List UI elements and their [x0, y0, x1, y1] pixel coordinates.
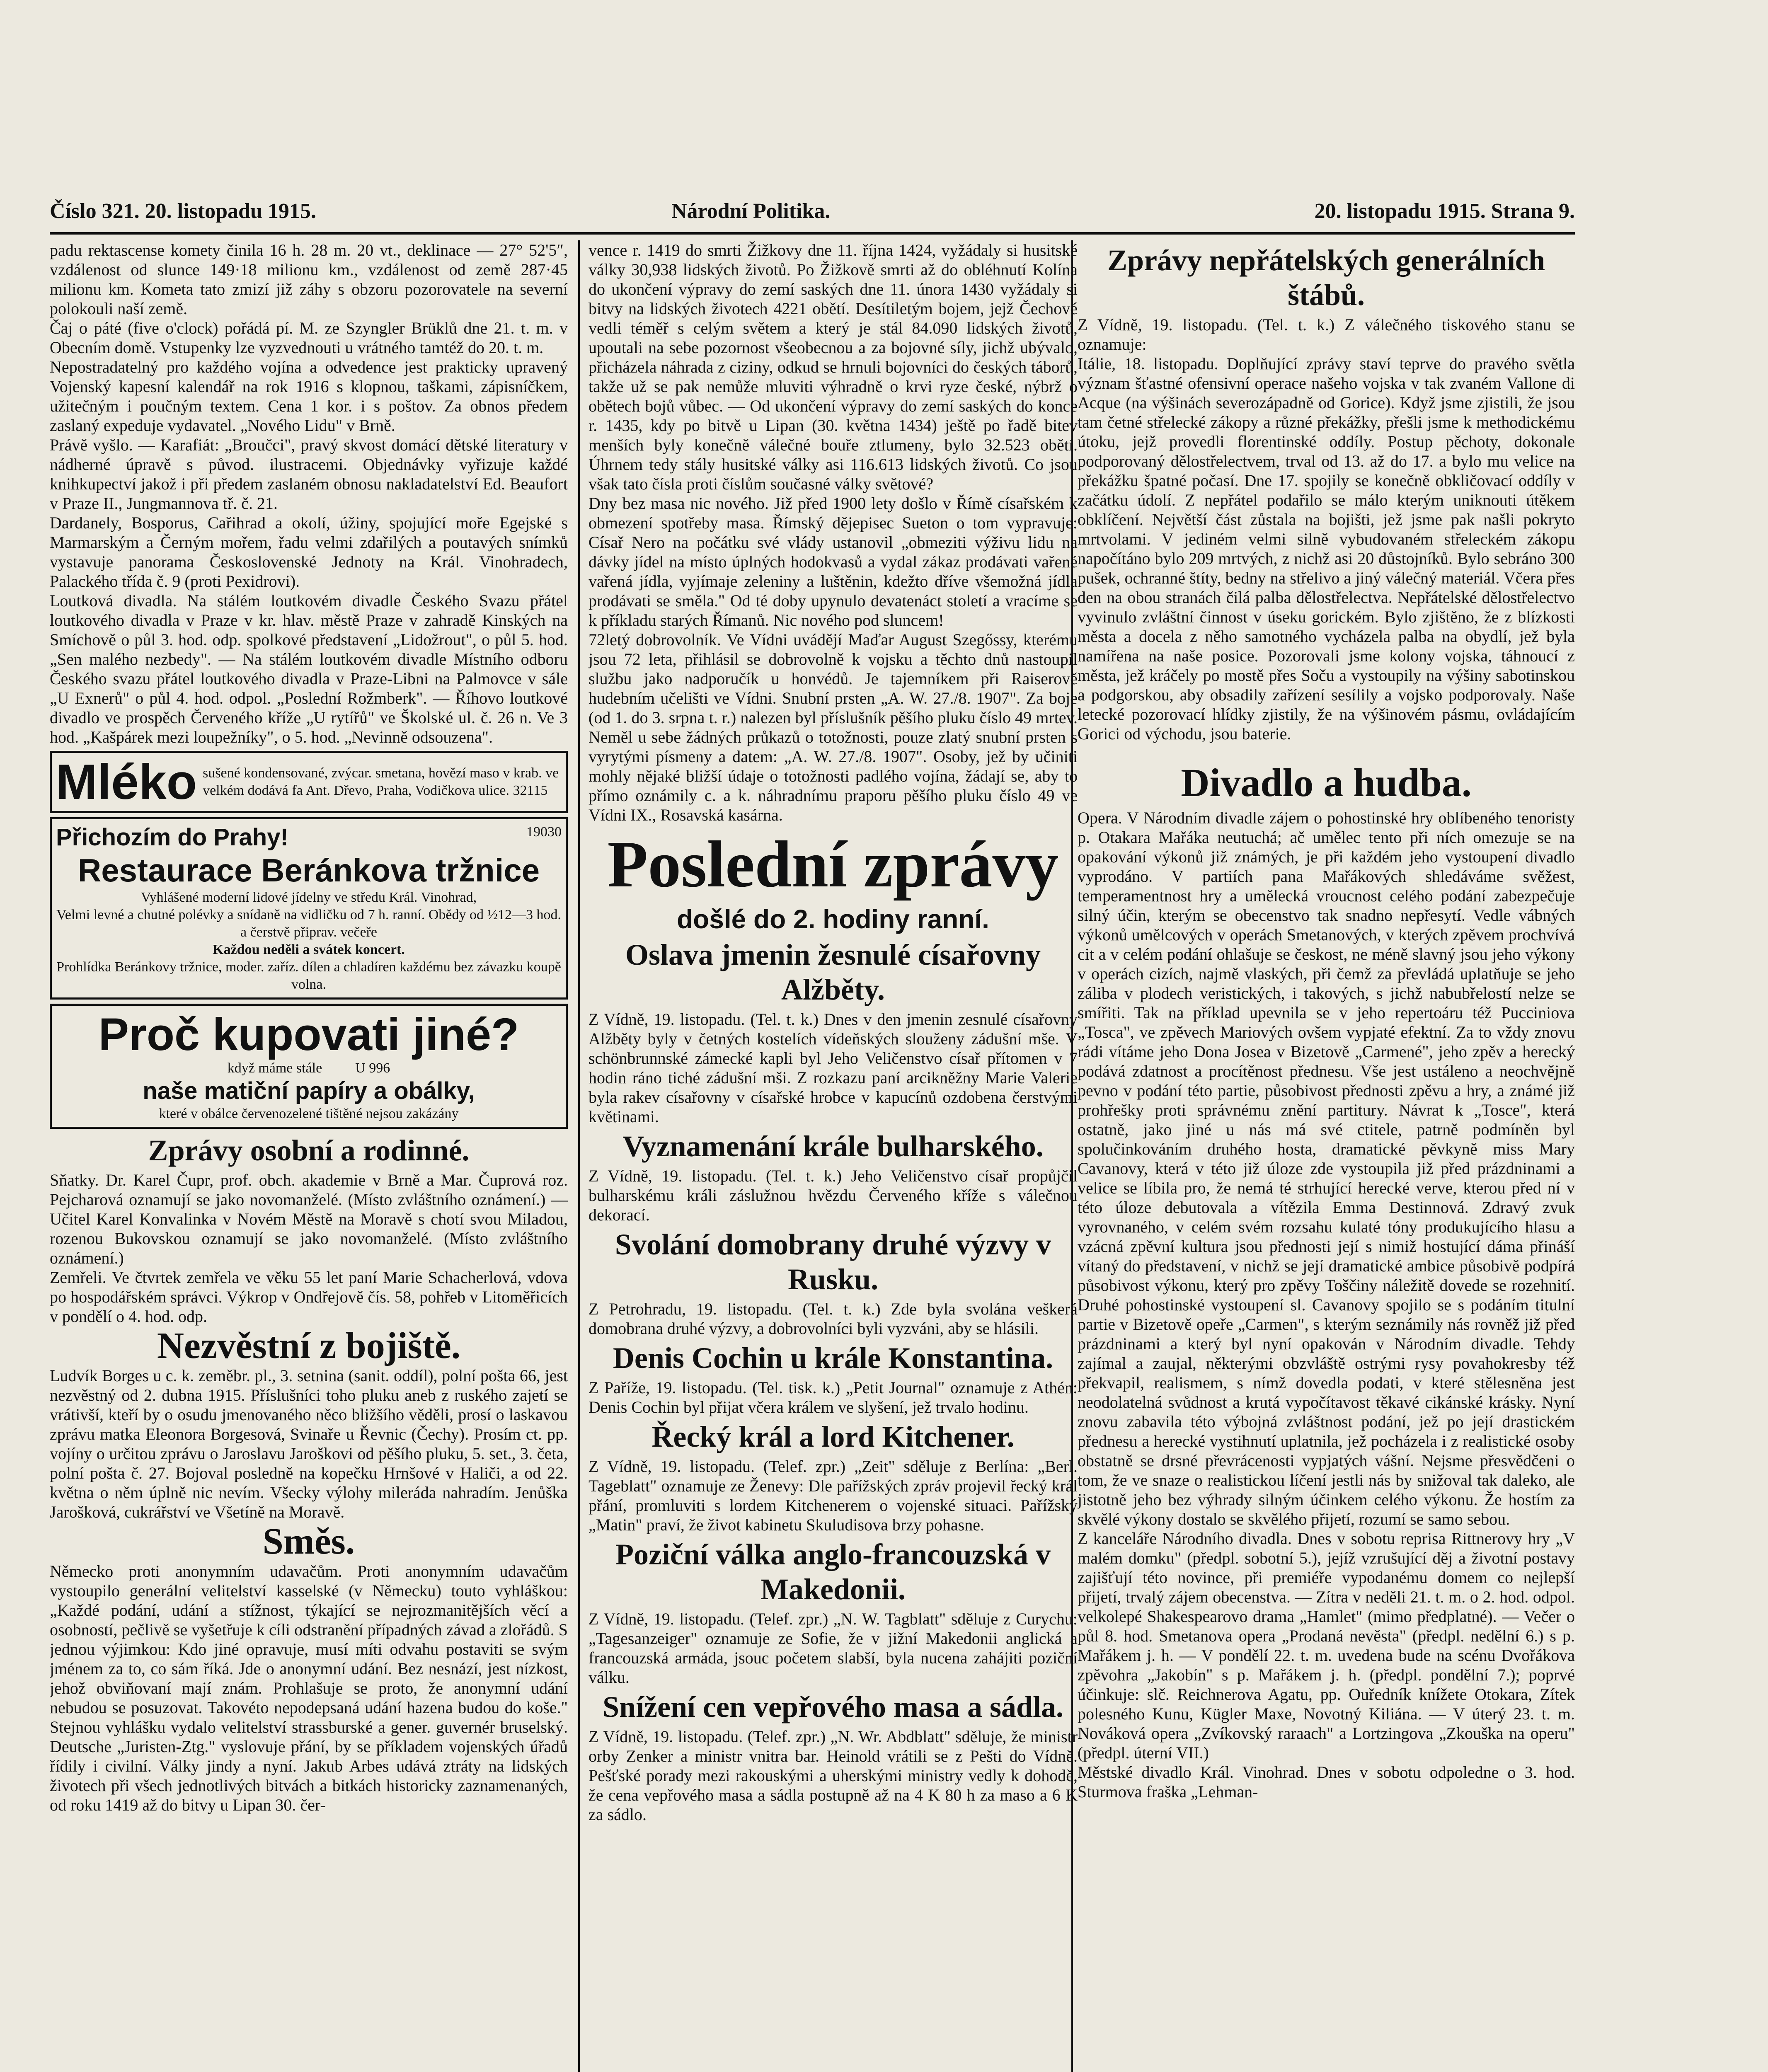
- milk-ad-text: sušené kondensované, zvýcar. smetana, hovězí maso v krab. ve velkém dodává fa Ant. Dřevo, Praha, Vodičkova ulice. 32115: [203, 765, 559, 798]
- restaurant-ad-line2: Velmi levné a chutné polévky a snídaně na vidličku od 7 h. ranní. Obědy od ½12—3 hod. a čerstvě připrav. večeře: [56, 907, 562, 940]
- news-text-5: Z Vídně, 19. listopadu. (Telef. zpr.) „Zeit" sděluje z Berlína: „Berl. Tageblatt" oznamuje ze Ženevy: Dle pařížských zpráv projevil řecký král přání, promluviti s lordem Kitchenerem o vojenské situaci. Pařížský „Matin" praví, že život kabinetu Skuludisova brzy pohasne.: [589, 1457, 1078, 1534]
- restaurant-ad-line1: Vyhlášené moderní lidové jídelny ve středu Král. Vinohrad,: [140, 890, 477, 905]
- miscellany-heading: Směs.: [262, 1521, 355, 1562]
- restaurant-ad-top: Přichozím do Prahy!: [56, 824, 288, 851]
- column-2: [589, 240, 1078, 2072]
- milk-ad: [50, 751, 568, 813]
- personal-news-heading: Zprávy osobní a rodinné.: [148, 1134, 470, 1167]
- book-paragraph: Právě vyšlo. — Karafiát: „Broučci", pravý skvost domácí dětské literatury v nádherné úpravě s původ. ilustracemi. Objednávky vyřizuje každé knihkupectví jakož i při předem zaslaném obnosu nakladatelství Ed. Beaufort v Praze II., Jungmannova tř. č. 21.: [50, 436, 568, 513]
- milk-ad-title: Mléko: [56, 754, 197, 810]
- news-heading-2: Vyznamenání krále bulharského.: [622, 1130, 1044, 1163]
- last-news-subtitle: došlé do 2. hodiny ranní.: [677, 904, 989, 934]
- missing-text: Ludvík Borges u c. k. zeměbr. pl., 3. setnina (sanit. oddíl), polní pošta 66, jest nezvěstný od 2. dubna 1915. Příslušníci toho pluku aneb z ruského zajetí se vrátivší, kteří by o osudu jmenovaného něco bližšího věděli, prosí o laskavou zprávu matka Eleonora Borgesová, Svinaře u Řevnic (Čechy). Prosím ct. pp. vojíny o určitou zprávu o Jaroslavu Jaroškovi od pěšího pluku, 5. set., 3. četa, polní pošta č. 27. Bojoval posledně na kopečku Hrnšové v Haliči, a od 22. května o něm úplně nic nevím. Všecky výlohy milerádа nahradím. Jenůška Jarošková, cukrářství ve Všetíně na Moravě.: [50, 1366, 568, 1521]
- vinohrady-theatre-notice: Městské divadlo Král. Vinohrad. Dnes v sobotu odpoledne o 3. hod. Sturmova fraška „Lehman-: [1078, 1763, 1575, 1801]
- comet-paragraph: padu rektascense komety činila 16 h. 28 m. 20 vt., deklinace — 27° 52'5″, vzdálenost od slunce 149·18 milionu km., vzdálenost od země 287·45 milionu km. Kometa tato zmizí již záhy s obzoru pozorovatele na severní polokouli naší země.: [50, 241, 568, 318]
- issue-number: Číslo 321. 20. listopadu 1915.: [50, 199, 316, 223]
- paper-ad-line1: když máme stále: [227, 1060, 322, 1076]
- calendar-paragraph: Nepostradatelný pro každého vojína a odvedence jest prakticky upravený Vojenský kapesní kalendář na rok 1916 s klopnou, taškami, zápisníčkem, užitečným i poučným textem. Cena 1 kor. i s poštov. Za obnos předem zaslaný expeduje vydavatel. „Nového Lidu" v Brně.: [50, 358, 568, 435]
- puppet-paragraph: Loutková divadla. Na stálém loutkovém divadle Českého Svazu přátel loutkového divadla v Praze v kr. hlav. městě Praze v zahradě Kinských na Smíchově o půl 3. hod. odp. spolkové představení „Lidožrout", o půl 5. hod. „Sen malého nezbedy". — Na stálém loutkovém divadle Místního odboru Českého svazu přátel loutkového divadla v Praze-Libni na Palmovce v sále „U Exnerů" o půl 4. hod. odpol. „Poslední Rožmberk". — Říhovo loutkové divadlo ve prospěch Červeného kříže „U rytířů" ve Školské ul. č. 26 n. Ve 3 hod. „Kašpárek mezi loupežníky", o 5. hod. „Nevinně odsouzena".: [50, 591, 568, 746]
- news-text-4: Z Paříže, 19. listopadu. (Tel. tisk. k.) „Petit Journal" oznamuje z Athén: Denis Cochin byl přijat včera králem ve slyšení, jež trvalo hodinu.: [589, 1378, 1078, 1416]
- column-1: [50, 240, 568, 2072]
- volunteer-paragraph: 72letý dobrovolník. Ve Vídni uvádějí Maďar August Szegőssy, kterému jsou 72 leta, přihlásil se dobrovolně k vojsku a těchto dnů nastoupil službu jako nadporučík u honvédů. Je tajemníkem při Raiserově hudebním učelišti ve Vídni. Snubní prsten „A. W. 27./8. 1907". Za boje (od 1. do 3. srpna t. r.) nalezen byl příslušník pěšího pluku číslo 49 mrtev. Neměl u sebe žádných průkazů o totožnosti, pouze zlatý snubní prsten s vyrytými písmeny a datem: „A. W. 27./8. 1907". Osoby, jež by učiniti mohly nějaké bližší údaje o totožnosti padlého vojína, žádají se, aby to přímo oznámily c. a k. náhradnímu praporu pěšího pluku číslo 49 ve Vídni IX., Rosavská kasárna.: [589, 630, 1078, 824]
- paper-ad-line3: které v obálce červenozelené tištěné nejsou zakázány: [159, 1106, 459, 1121]
- news-text-2: Z Vídně, 19. listopadu. (Tel. t. k.) Jeho Veličenstvo císař propůjčil bulharskému králi záslužnou hvězdu Červeného kříže s válečnou dekorací.: [589, 1167, 1078, 1224]
- news-heading-6: Poziční válka anglo-francouzská v Makedonii.: [615, 1538, 1051, 1606]
- paper-ad: [50, 1004, 568, 1129]
- meatless-paragraph: Dny bez masa nic nového. Již před 1900 lety došlo v Římě císařském k obmezení spotřeby masa. Římský dějepisec Sueton o tom vypravuje: Císař Nero na počátku své vlády ustanovil „obmeziti výživu lidu na dávky jídel na místo úplných hodokvasů a vydal zákaz prodávati vařené vařená jídla, vyjímaje zeleniny a luštěnin, kdežto dříve všemožná jídla prodávati se směla." Od té doby upynulo devatenáct století a vracíme se k příkladu starých Římanů. Nic nového pod sluncem!: [589, 494, 1078, 629]
- page-date-number: 20. listopadu 1915. Strana 9.: [1314, 199, 1575, 223]
- news-text-3: Z Petrohradu, 19. listopadu. (Tel. t. k.) Zde byla svolána veškerá domobrana druhé výzvy, a dobrovolníci byli vyzváni, aby se hlásili.: [589, 1300, 1078, 1338]
- paper-ad-title: Proč kupovati jiné?: [98, 1009, 519, 1060]
- death-notice: Zemřeli. Ve čtvrtek zemřela ve věku 55 let paní Marie Schacherlová, vdova po hospodářském správci. Výkrop v Ondřejově čís. 58, pohřeb v Litoměřicích v pondělí o 4. hod. odp.: [50, 1268, 568, 1326]
- news-heading-7: Snížení cen vepřového masa a sádla.: [602, 1690, 1064, 1723]
- news-heading-4: Denis Cochin u krále Konstantina.: [613, 1341, 1054, 1375]
- page-header: [50, 195, 1575, 235]
- news-text-7: Z Vídně, 19. listopadu. (Telef. zpr.) „N. Wr. Abdblatt" sděluje, že ministr orby Zenker a ministr vnitra bar. Heinold vrátili se z Pešti do Vídně. Pešťské porady mezi rakouskými a uherskými ministry vedly k dohodě, že cena vepřového masa a sádla postupně až na 4 K 80 h za maso a 6 K za sádlo.: [589, 1727, 1078, 1824]
- enemy-reports-italy: Itálie, 18. listopadu. Doplňující zprávy staví teprve do pravého světla význam šťastné ofensivní operace našeho vojska v tak zvaném Vallone di Acque (na výšinách severozápadně od Gorice). Když jsme zjistili, že jsou tam četné střelecké zákopy a různé překážky, přešli jsme k methodickému útoku, jejž provedli florentinské oddíly. Postup pěchoty, dokonale podporovaný dělostřelectvem, trval od 13. až do 17. a bylo mu velice na překážku špatné počasí. Dne 17. spojily se konečně obkličovací oddíly v začátku údolí. Z nepřátel podařilo se málo kterým uniknouti útěkem obklíčení. Největší část zůstala na bojišti, jež jsme pak našli pokryto mrtvolami. V jediném velmi silně vybudovaném střeleckém zákopu napočítáno bylo 209 mrtvých, z nichž asi 20 důstojníků. Bylo sebráno 300 pušek, ochranné štíty, bedny na střelivo a jiný válečný materiál. Včera přes den na obou stranách čilá palba dělostřelectva. Nepřátelské dělostřelectvo vyvinulo zvláštní činnost v úseku gorickém. Bylo zjištěno, že z blízkosti města a docela z něho samotného vycházela palba na obydlí, jež byla namířena na naše posice. Pozorovali jsme kolony vojska, táhnoucí z města, jež kráčely po mostě přes Soču a vystoupily na výšiny sabotinskou a podgorskou, aby obsadily zařízení sesílily a vojsko podporovaly. Naše letecké pozorovací hlídky zjistily, že na výšinovém pásmu, ovládajícím Gorici od východu, jsou baterie.: [1078, 354, 1575, 743]
- news-heading-3: Svolání domobrany druhé výzvy v Rusku.: [615, 1228, 1051, 1296]
- news-heading-1: Oslava jmenin žesnulé císařovny Alžběty.: [625, 938, 1041, 1006]
- restaurant-ad-line3: Každou neděli a svátek koncert.: [213, 942, 405, 957]
- paper-ad-line2: naše matiční papíry a obálky,: [143, 1077, 475, 1104]
- column-divider: [578, 240, 580, 2072]
- panorama-paragraph: Dardanely, Bosporus, Cařihrad a okolí, úžiny, spojující moře Egejské s Marmarským a Černým mořem, řadu velmi zdařilých a poutavých snímků vystavuje panorama Československé Jednoty na Král. Vinohradech, Palackého třída č. 9 (proti Pexidrovi).: [50, 513, 568, 591]
- tea-paragraph: Čaj o páté (five o'clock) pořádá pí. M. ze Szyngler Brüklů dne 21. t. m. v Obecním domě. Vstupenky lze vyzvednouti u vrátného tamtéž do 20. t. m.: [50, 319, 568, 357]
- enemy-reports-intro: Z Vídně, 19. listopadu. (Tel. t. k.) Z válečného tiskového stanu se oznamuje:: [1078, 315, 1575, 353]
- miscellany-text: Německo proti anonymním udavačům. Proti anonymním udavačům vystoupilo generální velitelství kasselské (v Německu) touto vyhláškou: „Každé podání, udání a stížnost, týkající se nejrozmanitějších věcí a osobností, pečlivě se vyšetřuje k cíli odstranění případných závad a zlořádů. S jednou výjimkou: Kdo jiné opravuje, musí míti odvahu postaviti se svým jménem za to, co sám říká. Jde o anonymní udání. Bez nesnází, jest nízkost, jehož obviňovaní mají znám. Prohlašuje se proto, že anonymní udání nebudou se posuzovat. Takovéto nepodepsaná udání hazena budou do koše." Stejnou vyhlášku vydalo velitelství strassburské a gener. guvernér bruselský. Deutsche „Juristen-Ztg." vyslovuje přání, by se příkladem vojenských úřadů řídily i civilní. Války jindy a nyní. Jakub Arbes udává ztráty na lidských životech při všech jednotlivých bitvách a bitkách historicky zaznamenaných, od roku 1419 až do bitvy u Lipan 30. čer-: [50, 1562, 568, 1814]
- restaurant-ad-name: Restaurace Beránkova tržnice: [78, 852, 540, 888]
- restaurant-ad-number: 19030: [526, 824, 562, 840]
- enemy-reports-heading: Zprávy nepřátelských generálních štábů.: [1107, 244, 1545, 312]
- restaurant-ad-line4: Prohlídka Beránkovy tržnice, moder. zaříz. dílen a chladíren každému bez závazku koupě volna.: [56, 959, 561, 992]
- news-text-6: Z Vídně, 19. listopadu. (Telef. zpr.) „N. W. Tagblatt" sděluje z Curychu: „Tagesanzeiger" oznamuje ze Sofie, že v jižní Makedonii anglická a francouzská armáda, jsouc početem slabší, byla nucena zahájiti poziční válku.: [589, 1610, 1078, 1687]
- news-text-1: Z Vídně, 19. listopadu. (Tel. t. k.) Dnes v den jmenin zesnulé císařovny Alžběty byly v četných kostelích vídeňských slouženy zádušní mše. V schönbrunnské zámecké kapli byl Jeho Veličenstvo císař přítomen v 7 hodin ráno tiché zádušní mši. Z rozkazu paní arcikněžny Marie Valerie byla rakev císařovny v císařské hrobce v kapucínů ozdobena čerstvými květinami.: [589, 1010, 1078, 1126]
- newspaper-title: Národní Politika.: [671, 199, 831, 223]
- personal-news-text: Sňatky. Dr. Karel Čupr, prof. obch. akademie v Brně a Mar. Čuprová roz. Pejcharová oznamují se jako novomanželé. (Místo zvláštního oznámení.) — Učitel Karel Konvalinka v Novém Městě na Moravě s chotí svou Miladou, rozenou Bukovskou oznamují se jako novomanželé. (Místo zvláštního oznámení.): [50, 1171, 568, 1267]
- last-news-title: Poslední zprávy: [607, 827, 1059, 901]
- theatre-heading: Divadlo a hudba.: [1181, 760, 1472, 805]
- missing-heading: Nezvěstní z bojiště.: [157, 1325, 461, 1366]
- hussite-paragraph: vence r. 1419 do smrti Žižkovy dne 11. října 1424, vyžádaly si husitské války 30,938 lidských životů. Po Žižkově smrti až do obléhnutí Kolína do ukončení výpravy do zemí saských dne 11. února 1430 vyžádaly si bitvy na lidských životech 4221 obětí. Desítiletým bojem, jejž Čechové vedli téměř s celým světem a který je stál 84.090 lidských životů, upoutali na sebe pozornost všeobecnou a za bojovné síly, jichž ubývalo, přicházela náhrada z ciziny, odkud se hrnuli bojovníci do českých táborů, takže už se pak nemůže mluviti výhradně o krvi ryze české, nýbrž o obětech bojů vůbec. — Od ukončení výpravy do zemí saských do konce r. 1435, kdy po bitvě u Lipan (30. května 1434) ještě po řadě bitev menších byly konečně válečné bouře ztlumeny, bylo 32.523 obětí. Úhrnem tedy stály husitské války asi 116.613 lidských životů. Co jsou však tato čísla proti číslům současné války světové?: [589, 241, 1078, 493]
- paper-ad-code: U 996: [355, 1060, 390, 1076]
- news-heading-5: Řecký král a lord Kitchener.: [651, 1420, 1015, 1453]
- restaurant-ad: [50, 817, 568, 1000]
- opera-review: Opera. V Národním divadle zájem o pohostinské hry oblíbeného tenoristy p. Otakara Mařáka neutuchá; ač umělec tento při ních omezuje se na opakování výkonů již známých, je při každém jeho vystoupení divadlo vyprodáno. V partiích pana Mařákových shledáváme svěžest, temperamentnost hry a umělecká vroucnost celého podání zabezpečuje silný účin, kterým se obecenstvo tak snadno nepřesytí. Vedle vábných výkonů umělcových v operách Smetanových, v kterých zpěvem prochvívá cit a v celém podání ohlašuje se českost, ne méně slavný jsou jeho výkony v operách cizích, najmě vlaských, při čemž za převládá uplatňuje se jeho záliba v plodech veristických, i takových, s jichž nabubřelostí nelze se smířiti. Tak na příklad upevnila se v jeho repertoáru též Pucciniova „Tosca", ve zpěvech Mariových ovšem vypjaté efektní. Za to vždy znovu rádi vítáme jeho Dona Josea v Bizetově „Carmené", jeho zpěv a herecký podává zdatnost a procítěnost přednesu. Vše jest ustáleno a neochvějně pevno v podání této partie, působivost přednosti zpěvu a hry, a známé již prohřešky proti správnému znění partitury. Návrat k „Tosce", která ostatně, jako jiné u nás má své ctitele, patrně podmíněn byl spolučinkováním druhého hosta, dramatické pěvkyně miss Mary Cavanovy, která v této již úloze zde vystoupila již před prázdninami a velice se líbila pro, že nemá té strhující herecké verve, kterou před ní v této úloze debutovala a vítězila Emma Destinnová. Zdravý zvuk vyrovnaného, v celém svém rozsahu kulaté tóny produkujícího hlasu a vzácná zpěvní kultura jsou přednosti její s nimiž hostující dáma přináší vítaný do představení, v nichž se její dramatické ambice působivě podpírá působivost výkonu, který pro zpěvy Toščiny náležitě dovede se rozehnití. Druhé pohostinské vystoupení sl. Cavanovy spojilo se s podáním titulní partie v Bizetově opeře „Carmen", s kterým seznámily nás rovněž již před prázdninami a který byl nyní opakován v Národním divadle. Tehdy zajímal a zaujal, některými obzvláště ostrými rysy povahokresby též překvapil, realismem, s nímž dovedla podati, v které stělesněna jest neodolatelná svůdnost a krutá vypočítavost těkavé cikánské krásky. Nyní znovu zabavila této výbojná zvláštnost podání, jež po její drastickém přednesu a herecké vystihnutí uplatnila, jež pocházela i z realistické osoby obstatně se drsné převrácenosti vypjatých vášní. Nejsme přesvědčeni o tom, že ve snaze o realistickou líčení jestli nás by snižoval tak daleko, ale jistotně jeho bez výhrady silným účinkem celého výkonu. Že hostím za skvělé výkony dostalo se skvělého přijetí, rozumí se samo sebou.: [1078, 808, 1575, 1528]
- national-theatre-notice: Z kanceláře Národního divadla. Dnes v sobotu reprisa Rittnerovy hry „V malém domku" (předpl. sobotní 5.), jejíž vzrušující děj a životní postavy zajišťují této novince, při premiéře vypodanému domem co nejlepší přijetí, trvalý zájem obecenstva. — Zítra v neděli 21. t. m. o 2. hod. odpol. velkolepé Shakespearovo drama „Hamlet" (mimo předplatné). — Večer o půl 8. hod. Smetanova opera „Prodaná nevěsta" (předpl. nedělní 6.) s p. Mařákem j. h. — V pondělí 22. t. m. uvedena bude na scénu Dvořákova zpěvohra „Jakobín" s p. Mařákem j. h. (předpl. pondělní 7.); poprvé účinkuje: slč. Reichnerova Agatu, pp. Ouředník knížete Otokara, Zítek polesného Kunu, Kügler Maxe, Novotný Kiliána. — V úterý 23. t. m. Nováková opera „Zvíkovský raraach" a Lortzingova „Zkouška na operu" (předpl. úterní VII.): [1078, 1529, 1575, 1762]
- column-3: [1078, 240, 1575, 2072]
